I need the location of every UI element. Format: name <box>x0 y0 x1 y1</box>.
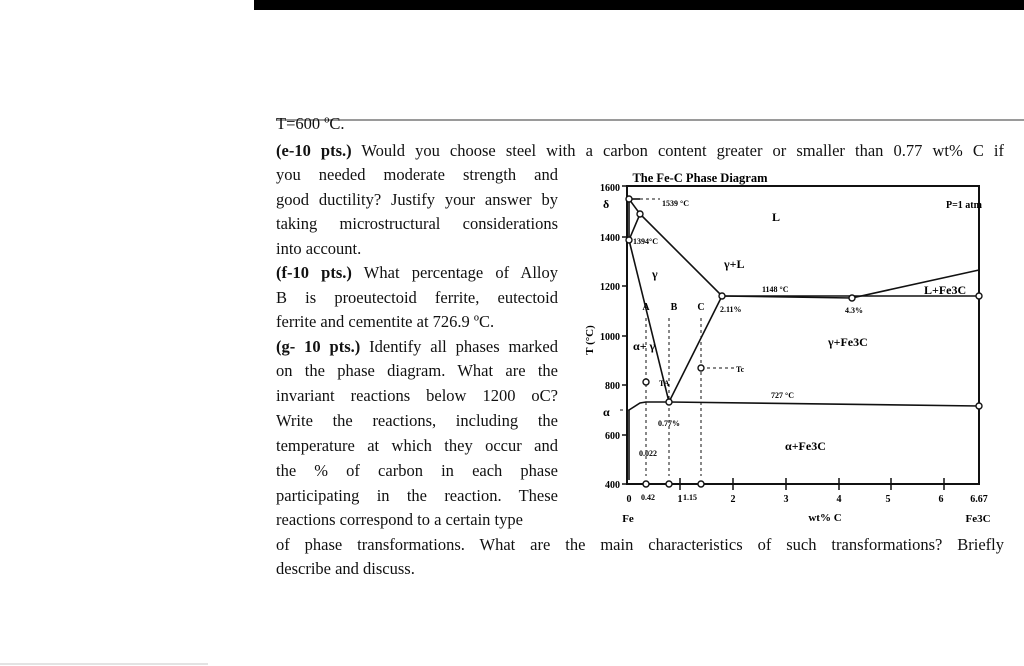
y-tick-label: 1000 <box>600 332 620 343</box>
region-alpha-gamma-label: α+ γ <box>633 339 656 353</box>
question-f-heading: (f-10 pts.) What percentage of Alloy <box>276 263 558 282</box>
region-gamma-liquid-label: γ+L <box>724 257 745 271</box>
y-axis-label: T (°C) <box>584 325 596 355</box>
region-l-fe3c-label: L+Fe3C <box>924 283 967 297</box>
text-line: Write the reactions, including the <box>276 411 558 430</box>
question-g-heading: (g- 10 pts.) Identify all phases marked <box>276 337 558 356</box>
bottom-divider <box>0 663 208 665</box>
x-axis-label: wt% C <box>808 512 842 524</box>
text-line: T=600 ºC. <box>276 114 345 133</box>
x-tick-label: 4 <box>836 494 842 505</box>
text-line: temperature at which they occur and <box>276 436 558 455</box>
y-tick-label: 400 <box>605 480 620 491</box>
carbon-0-77-label: 0.77% <box>658 419 680 428</box>
y-tick-label: 1600 <box>600 183 620 194</box>
text-line: participating in the reaction. These <box>276 486 558 505</box>
text-line: on the phase diagram. What are the <box>276 361 558 380</box>
temp-727-label: 727 °C <box>771 391 794 400</box>
region-liquid-label: L <box>772 210 781 224</box>
text-line: reactions correspond to a certain type <box>276 510 523 529</box>
text-line: taking microstructural considerations <box>276 214 558 233</box>
text-line: ferrite and cementite at 726.9 ºC. <box>276 312 495 331</box>
x-end-label-fe: Fe <box>622 513 634 525</box>
x-tick-label: 1.15 <box>683 493 697 502</box>
text-line: describe and discuss. <box>276 559 415 578</box>
y-tick-label: 800 <box>605 381 620 392</box>
region-gamma-label: γ <box>652 267 658 281</box>
x-tick-label: 0 <box>626 494 632 505</box>
phase-boundaries <box>629 199 979 480</box>
ta-label: TA <box>659 379 670 388</box>
region-gamma-fe3c-label: γ+Fe3C <box>828 335 868 349</box>
alloy-c-label: C <box>697 302 705 313</box>
region-delta-label: δ <box>603 197 610 211</box>
text-line: invariant reactions below 1200 oC? <box>276 386 558 405</box>
x-tick-label: 0.42 <box>641 493 655 502</box>
carbon-4-3-label: 4.3% <box>845 306 863 315</box>
top-black-bar <box>254 0 1024 10</box>
question-e-heading: (e-10 pts.) Would you choose steel with a carbon content greater or smaller than 0.77 wt% C if <box>276 141 1004 160</box>
text-line: you needed moderate strength and <box>276 165 558 184</box>
region-alpha-fe3c-label: α+Fe3C <box>785 439 826 453</box>
x-tick-label: 1 <box>677 494 683 505</box>
x-tick-label: 5 <box>885 494 891 505</box>
diagram-title: The Fe-C Phase Diagram <box>632 171 768 185</box>
x-tick-label: 2 <box>730 494 736 505</box>
fe-c-phase-diagram <box>560 166 1010 532</box>
tc-label: Tc <box>736 365 745 374</box>
alloy-a-label: A <box>642 302 650 313</box>
text-line: of phase transformations. What are the main characteristics of such transformations? Briefly <box>276 535 1004 554</box>
temp-1539-label: 1539 °C <box>662 199 689 208</box>
x-end-label-fe3c: Fe3C <box>965 513 991 525</box>
temp-1394-label: 1394°C <box>633 237 658 246</box>
x-tick-label: 6.67 <box>970 494 988 505</box>
pressure-label: P=1 atm <box>946 200 982 211</box>
region-alpha-label: α <box>603 405 610 419</box>
carbon-2-11-label: 2.11% <box>720 305 742 314</box>
y-tick-label: 600 <box>605 431 620 442</box>
y-tick-label: 1400 <box>600 233 620 244</box>
x-tick-label: 3 <box>783 494 789 505</box>
alloy-b-label: B <box>670 302 678 313</box>
temp-1148-label: 1148 °C <box>762 285 789 294</box>
text-line: the % of carbon in each phase <box>276 461 558 480</box>
y-tick-label: 1200 <box>600 282 620 293</box>
text-line: good ductility? Justify your answer by <box>276 190 558 209</box>
x-tick-label: 6 <box>938 494 944 505</box>
carbon-0-022-label: 0.022 <box>639 449 657 458</box>
text-line: B is proeutectoid ferrite, eutectoid <box>276 288 558 307</box>
text-line: into account. <box>276 239 362 258</box>
